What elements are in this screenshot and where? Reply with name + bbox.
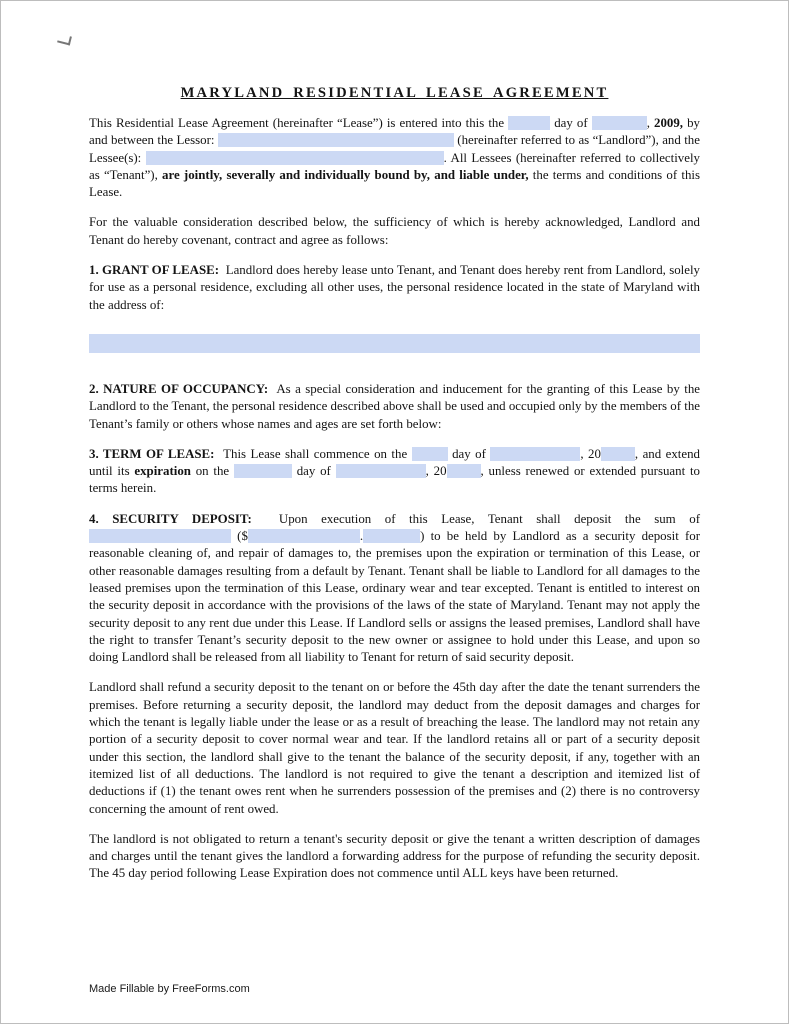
deposit-dollars-field[interactable] [248, 529, 360, 543]
expiration-year-field[interactable] [447, 464, 481, 478]
commencement-year-field[interactable] [601, 447, 635, 461]
bold-text: 2. NATURE OF OCCUPANCY: [89, 381, 269, 396]
text-segment: , [646, 116, 654, 130]
consideration-paragraph [89, 214, 700, 249]
scan-artifact-icon [57, 34, 72, 46]
intro-paragraph [89, 115, 700, 201]
text-segment: . [359, 529, 364, 544]
lessor-name-field[interactable] [218, 133, 454, 147]
deposit-amount-words-field[interactable] [89, 529, 231, 543]
text-segment: For the valuable consideration described below, the sufficiency of which is hereby acknowledged, Landlord and Tenant do hereby covenant, contract and agree as follows: [89, 215, 700, 247]
commencement-month-field[interactable] [490, 447, 580, 461]
text-segment: on the [190, 464, 234, 479]
bold-text: 3. TERM OF LEASE: [89, 446, 215, 461]
bold-text: 4. SECURITY DEPOSIT: [89, 511, 252, 526]
text-segment: ) to be held by Landlord as a security deposit for reasonable cleaning of, and repair of damages to, the premises upon the expiration or termination of this Lease, or other reasonable damages resulting from a default by Tenant. Tenant shall be liable to Landlord for all damages to the leased premises upon the termination of this Lease, ordinary wear and tear excepted. Tenant is entitled to interest on the security deposit in accordance with the provisions of the laws of the state of Maryland. Tenant may not apply the security deposit to any rent due under this Lease. If Landlord sells or assigns the leased premises, Landlord shall have the right to transfer Tenant’s security deposit to the new owner or assignee to hold under this Lease, and upon so doing Landlord shall be released from all liability to Tenant for return of said security deposit. [89, 529, 700, 665]
bold-text: expiration [134, 464, 191, 479]
bold-text: 1. GRANT OF LEASE: [89, 263, 220, 278]
expiration-month-field[interactable] [336, 464, 426, 478]
day-of-month-field[interactable] [508, 116, 550, 130]
text-segment: ($ [231, 529, 248, 544]
text-segment: day of [550, 116, 592, 130]
text-segment: Landlord does hereby lease unto Tenant, and Tenant does hereby rent from Landlord, solely for use as a personal residence, excluding all other uses, the personal residence located in the state of Maryland with the address of: [89, 263, 700, 312]
text-segment: This Lease shall commence on the [214, 446, 412, 461]
text-segment: (hereinafter referred to as “Landlord”), and the Lessee(s): [89, 133, 700, 165]
text-segment: As a special consideration and inducement for the granting of this Lease by the Landlord to the Tenant, the personal residence described above shall be used and occupied only by the members of the Tenant’s family or others whose names and ages are set forth below: [89, 381, 701, 431]
security-deposit-section [89, 511, 700, 667]
text-segment: , unless renewed or extended pursuant to terms herein. [89, 464, 700, 496]
text-segment: , 20 [580, 446, 601, 461]
text-segment: . All Lessees (hereinafter referred to collectively as “Tenant”), [89, 150, 700, 182]
text-segment: , 20 [425, 464, 447, 479]
deposit-cents-field[interactable] [363, 529, 420, 543]
lessee-names-field[interactable] [146, 151, 444, 165]
deposit-refund-paragraph [89, 679, 700, 817]
text-segment: The landlord is not obligated to return a tenant's security deposit or give the tenant a written description of damages and charges until the tenant gives the landlord a forwarding address for the purpose of refunding the security deposit. The 45 day period following Lease Expiration does not commence until ALL keys have been returned. [89, 831, 700, 881]
text-segment: Landlord shall refund a security deposit to the tenant on or before the 45th day after the date the tenant surrenders the premises. Before returning a security deposit, the landlord may deduct from the deposit damages and charges for which the tenant is legally liable under the lease or as a result of breaching the lease. The landlord may not retain any portion of a security deposit to cover normal wear and tear. If the landlord retains all or part of a security deposit under this section, the landlord shall give to the tenant the balance of the security deposit, if any, together with an itemized list of all deductions. The landlord is not required to give the tenant a description and itemized list of deductions if (1) the tenant owes rent when he surrenders possession of the premises and (2) there is no controversy concerning the amount of rent owed. [89, 680, 700, 816]
commencement-day-field[interactable] [412, 447, 448, 461]
document-body [89, 115, 700, 883]
text-segment: day of [291, 464, 336, 479]
property-address-field[interactable] [89, 334, 700, 353]
text-segment: the terms and conditions of this Lease. [89, 167, 700, 200]
text-segment: day of [447, 446, 491, 461]
bold-text: are jointly, severally and individually bound by, and liable under, [162, 167, 529, 182]
text-segment: Upon execution of this Lease, Tenant shall deposit the sum of [251, 511, 700, 526]
bold-text: 2009, [654, 116, 684, 130]
month-field[interactable] [592, 116, 647, 130]
document-title: MARYLAND RESIDENTIAL LEASE AGREEMENT [180, 85, 609, 101]
property-address-row [89, 334, 700, 353]
expiration-day-field[interactable] [234, 464, 292, 478]
term-of-lease-section [89, 446, 700, 498]
text-segment: , and extend until its [89, 446, 701, 479]
footer-credit: Made Fillable by FreeForms.com [89, 983, 250, 995]
nature-of-occupancy-section [89, 381, 700, 433]
grant-of-lease-section [89, 262, 700, 314]
forwarding-address-paragraph [89, 831, 700, 883]
text-segment: This Residential Lease Agreement (hereinafter “Lease”) is entered into this the [89, 116, 509, 130]
text-segment: by and between the Lessor: [89, 116, 700, 148]
